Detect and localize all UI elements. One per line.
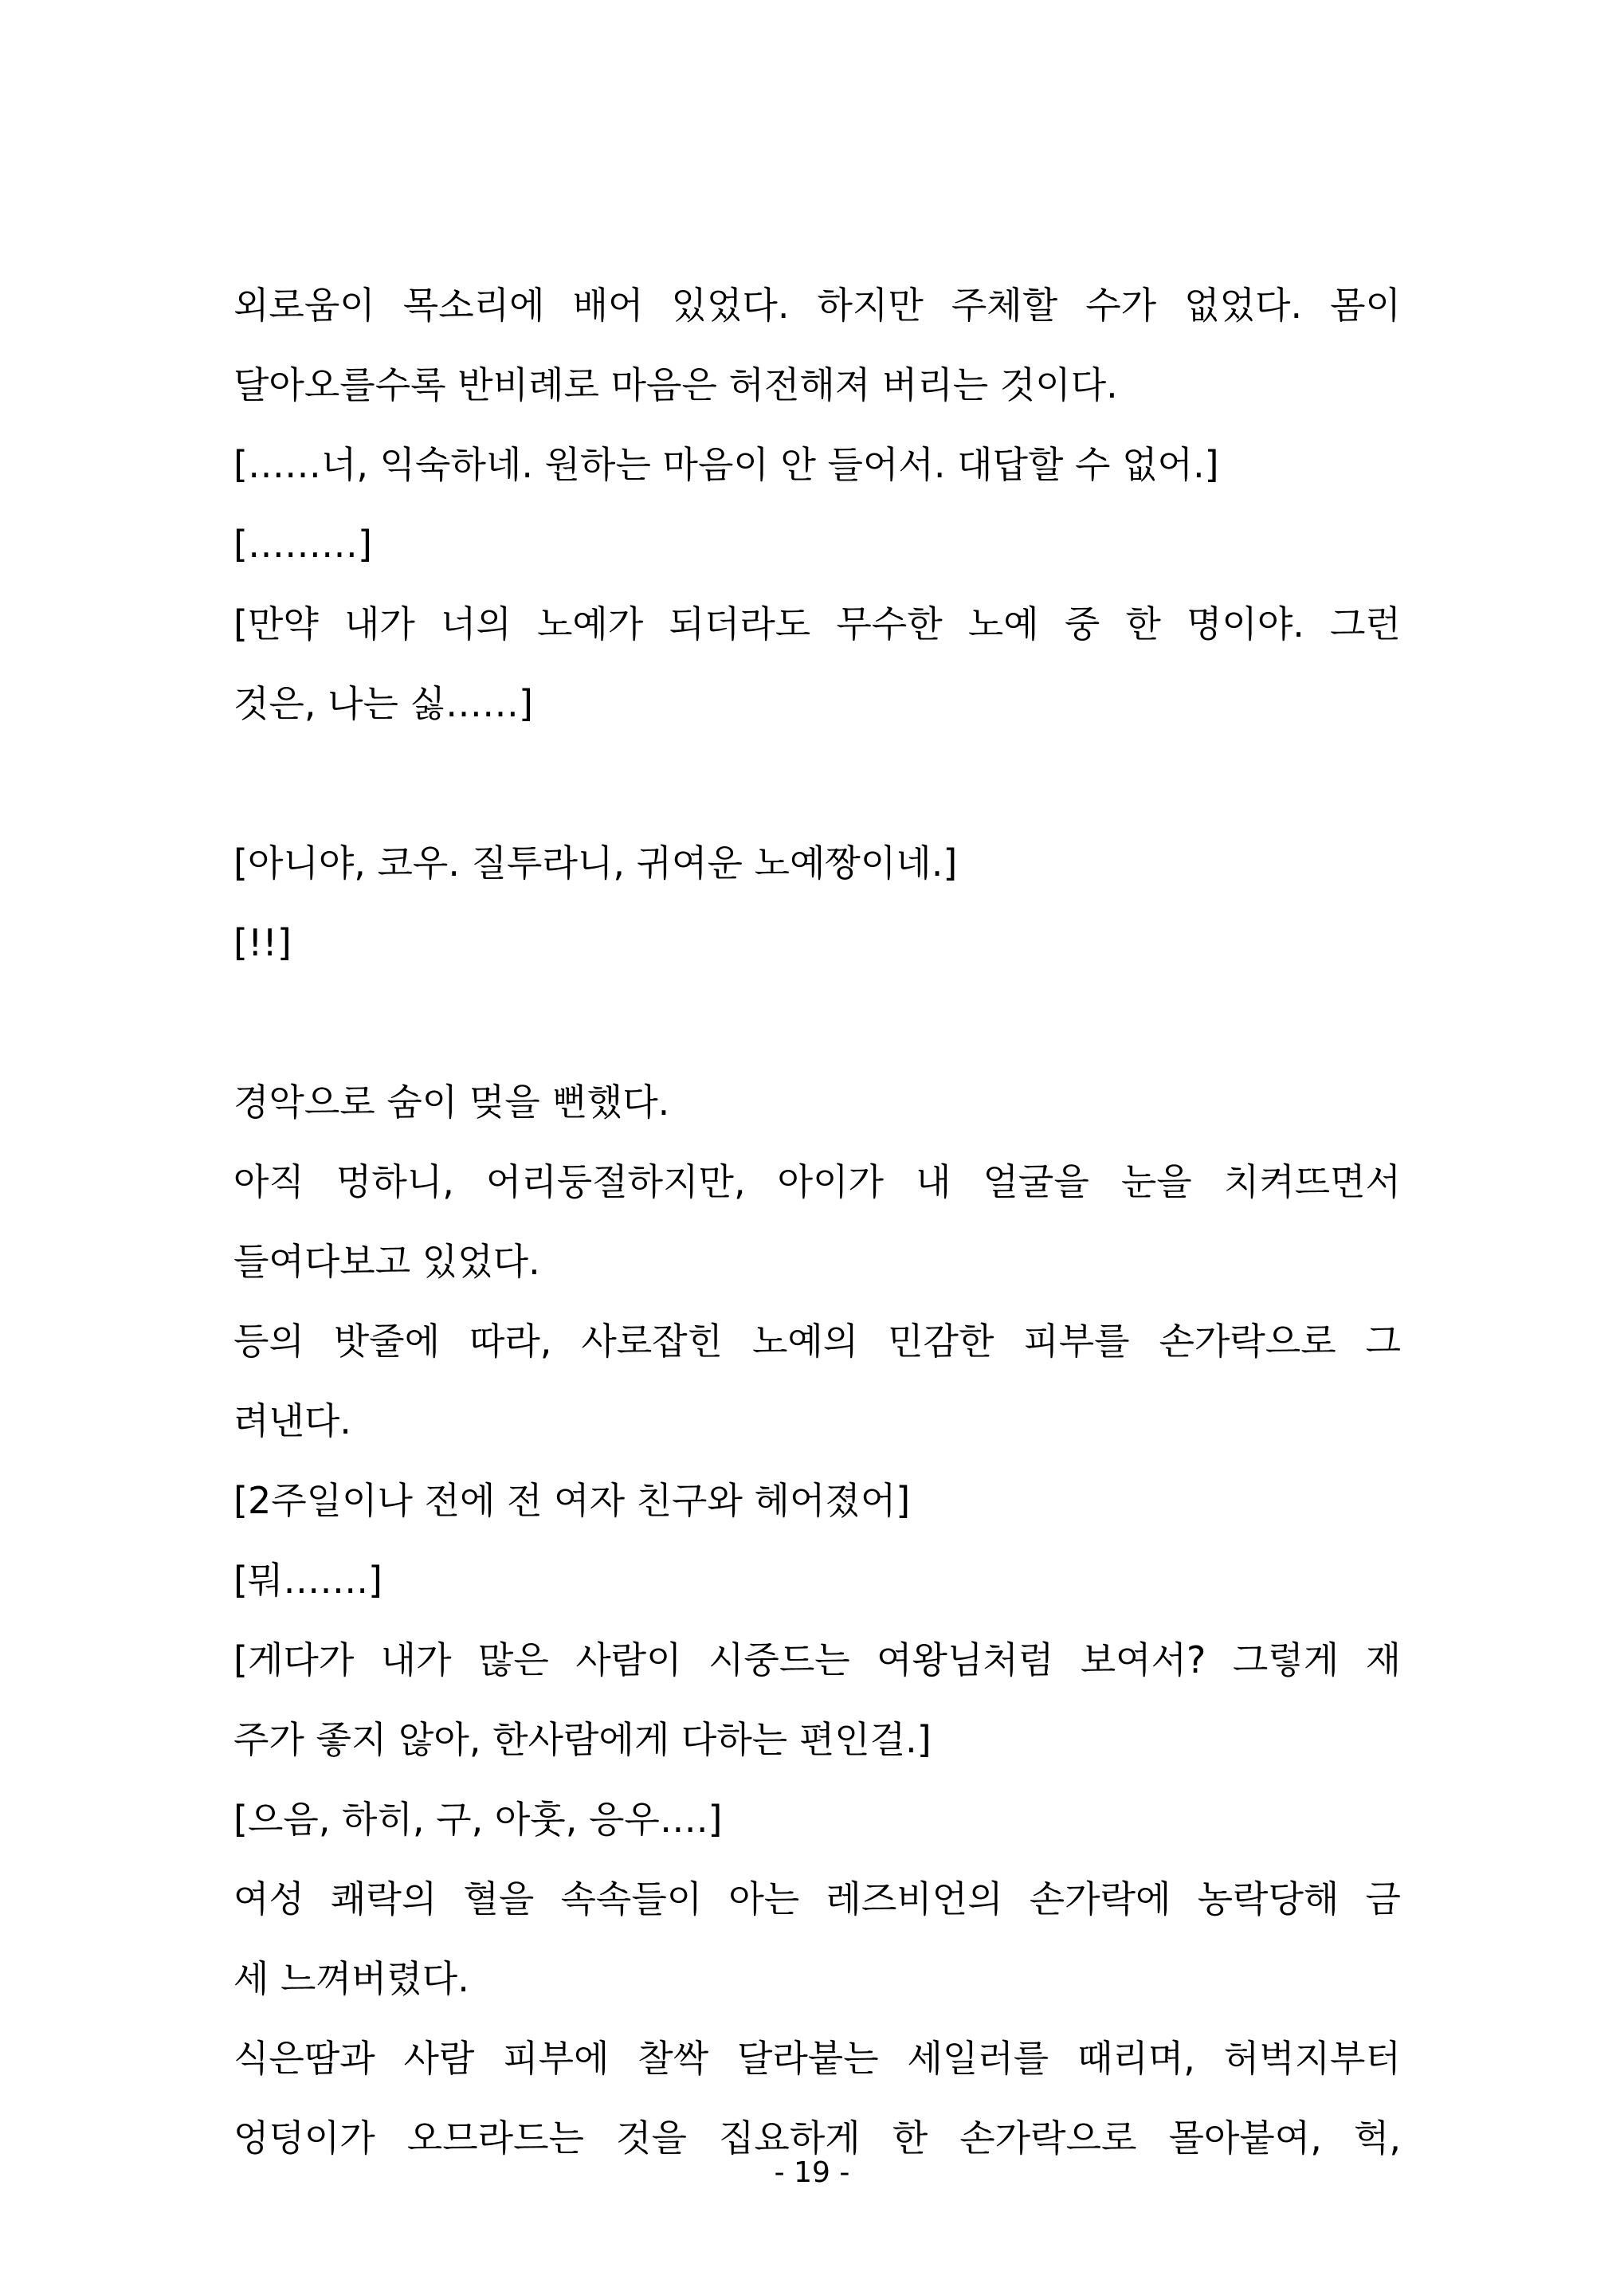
- word: 쾌락의: [331, 1877, 437, 1920]
- text-line: [아니야, 코우. 질투라니, 귀여운 노예짱이네.]: [233, 842, 958, 885]
- text-line: [233, 265, 1401, 345]
- word: 시중드는: [708, 1638, 850, 1681]
- word: 명이야.: [1186, 602, 1304, 645]
- text-line: 경악으로 숨이 멎을 뻔했다.: [233, 1081, 670, 1124]
- word: 집요하게: [718, 2116, 861, 2160]
- text-line: [!!]: [233, 921, 292, 964]
- word: 민감한: [888, 1320, 994, 1363]
- word: 달라붙는: [736, 2037, 879, 2080]
- word: 재: [1365, 1638, 1401, 1681]
- word: 등의: [233, 1320, 304, 1363]
- text-line: [뭐…….]: [233, 1559, 382, 1602]
- text-line: [233, 1859, 1401, 1939]
- word: 사람이: [575, 1638, 682, 1681]
- word: 있었다.: [671, 284, 790, 327]
- word: 없었다.: [1184, 284, 1303, 327]
- word: 세일러를: [907, 2037, 1049, 2080]
- word: 많은: [477, 1638, 549, 1681]
- word: 한: [892, 2116, 928, 2160]
- word: 노예: [967, 602, 1039, 645]
- text-line: [233, 1301, 1401, 1381]
- text-line: [233, 1620, 1401, 1700]
- text-line: 세 느껴버렸다.: [233, 1957, 469, 2000]
- word: 혈을: [463, 1877, 535, 1920]
- document-body: [233, 265, 1401, 2178]
- word: 그렇게: [1232, 1638, 1340, 1681]
- text-line: [으음, 하히, 구, 아훗, 응우….]: [233, 1798, 723, 1841]
- word: [게다가: [233, 1638, 355, 1681]
- word: 사람: [403, 2037, 475, 2080]
- word: 노예가: [537, 602, 644, 645]
- word: 손가락으로: [1159, 1320, 1336, 1363]
- word: 피부를: [1023, 1320, 1130, 1363]
- page-number: - 19 -: [774, 2156, 850, 2189]
- text-line: [233, 584, 1401, 664]
- word: 밧줄에: [333, 1320, 441, 1363]
- word: 사로잡힌: [581, 1320, 724, 1363]
- word: 치켜뜨면서: [1223, 1160, 1401, 1203]
- word: 그: [1365, 1320, 1401, 1363]
- word: 무수한: [836, 602, 943, 645]
- text-line: 들여다보고 있었다.: [233, 1240, 540, 1283]
- blank-line: [233, 743, 1401, 823]
- text-line: 것은, 나는 싫……]: [233, 682, 533, 725]
- word: 아이가: [777, 1160, 884, 1203]
- word: 헉,: [1353, 2116, 1401, 2160]
- word: 한: [1125, 602, 1161, 645]
- word: 그런: [1330, 602, 1401, 645]
- text-line: 려낸다.: [233, 1399, 351, 1442]
- word: 금: [1365, 1877, 1401, 1920]
- word: [만약: [233, 602, 319, 645]
- word: 멍하니,: [335, 1160, 454, 1203]
- word: 속속들이: [560, 1877, 703, 1920]
- word: 아직: [233, 1160, 304, 1203]
- word: 되더라도: [669, 602, 811, 645]
- word: 노예의: [751, 1320, 859, 1363]
- word: 외로움이: [233, 284, 375, 327]
- word: 얼굴을: [983, 1160, 1089, 1203]
- word: 내: [916, 1160, 951, 1203]
- blank-line: [233, 983, 1401, 1062]
- word: 농락당해: [1197, 1877, 1340, 1920]
- text-line: [………]: [233, 523, 372, 566]
- word: 눈을: [1120, 1160, 1192, 1203]
- word: 엉덩이가: [233, 2116, 375, 2160]
- word: 너의: [440, 602, 512, 645]
- word: 아는: [728, 1877, 800, 1920]
- word: 수가: [1085, 284, 1157, 327]
- word: 피부에: [503, 2037, 610, 2080]
- text-line: 달아오를수록 반비례로 마음은 허전해져 버리는 것이다.: [233, 363, 1118, 406]
- word: 허벅지부터: [1223, 2037, 1401, 2080]
- text-line: 주가 좋지 않아, 한사람에게 다하는 편인걸.]: [233, 1718, 932, 1761]
- word: 여성: [233, 1877, 304, 1920]
- word: 것을: [616, 2116, 687, 2160]
- word: 따라,: [469, 1320, 552, 1363]
- text-line: [……너, 익숙하네. 원하는 마음이 안 들어서. 대답할 수 없어.]: [233, 443, 1219, 486]
- word: 몰아붙여,: [1168, 2116, 1322, 2160]
- word: 오므라드는: [406, 2116, 584, 2160]
- text-line: [233, 2018, 1401, 2098]
- word: 여왕님처럼: [877, 1638, 1054, 1681]
- word: 중: [1064, 602, 1100, 645]
- word: 손가락에: [1029, 1877, 1171, 1920]
- word: 어리둥절하지만,: [485, 1160, 746, 1203]
- word: 내가: [380, 1638, 452, 1681]
- word: 보여서?: [1080, 1638, 1206, 1681]
- word: 식은땀과: [233, 2037, 375, 2080]
- text-line: [2주일이나 전에 전 여자 친구와 헤어졌어]: [233, 1479, 911, 1522]
- word: 목소리에: [402, 284, 545, 327]
- word: 찰싹: [637, 2037, 709, 2080]
- text-line: [233, 1142, 1401, 1222]
- word: 내가: [343, 602, 415, 645]
- word: 레즈비언의: [826, 1877, 1003, 1920]
- word: 손가락으로: [959, 2116, 1137, 2160]
- word: 몸이: [1330, 284, 1401, 327]
- word: 때리며,: [1077, 2037, 1195, 2080]
- word: 주체할: [951, 284, 1058, 327]
- word: 배어: [572, 284, 644, 327]
- word: 하지만: [817, 284, 924, 327]
